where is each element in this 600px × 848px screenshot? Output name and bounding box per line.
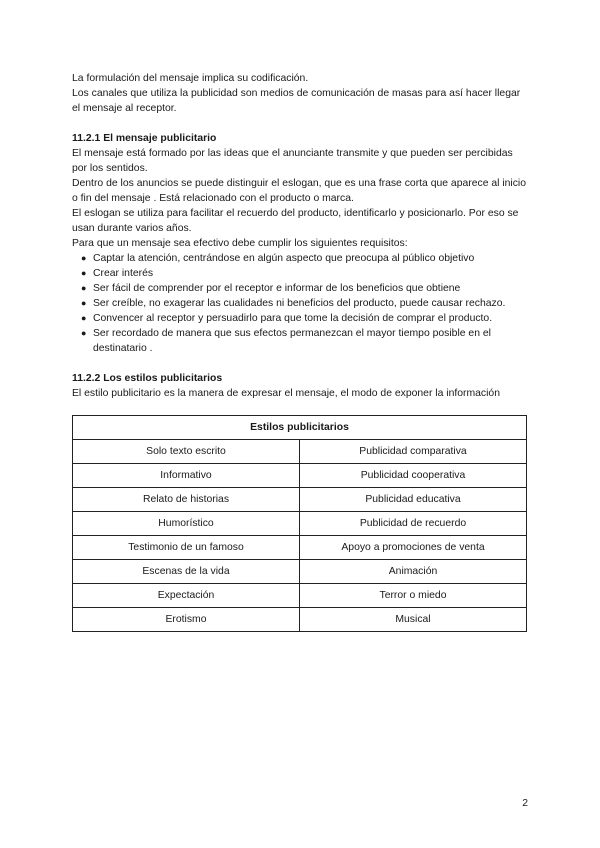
table-cell: Animación (300, 560, 527, 584)
table-cell: Terror o miedo (300, 584, 527, 608)
table-cell: Erotismo (73, 608, 300, 632)
list-item-text: Ser creíble, no exagerar las cualidades ni beneficios del producto, puede causar rechazo. (93, 298, 506, 309)
table-row (73, 488, 527, 512)
table-cell: Publicidad cooperativa (300, 464, 527, 488)
table-row (73, 536, 527, 560)
bullet-icon: ● (81, 313, 87, 323)
section-1-paragraph-3: El eslogan se utiliza para facilitar el recuerdo del producto, identificarlo y posicionarlo. Por eso se usan durante varios años. (72, 208, 519, 234)
table-cell: Testimonio de un famoso (73, 536, 300, 560)
page-number: 2 (522, 798, 528, 809)
table-header-row (73, 416, 527, 440)
section-1-paragraph-2: Dentro de los anuncios se puede distinguir el eslogan, que es una frase corta que aparece al inicio o fin del mensaje . Está relacionado con el producto o marca. (72, 178, 527, 204)
bullet-icon: ● (81, 253, 87, 263)
list-item-text: Captar la atención, centrándose en algún aspecto que preocupa al público objetivo (93, 253, 475, 264)
bullet-icon: ● (81, 298, 87, 308)
table-row (73, 608, 527, 632)
bullet-icon: ● (81, 283, 87, 293)
table-cell: Musical (300, 608, 527, 632)
table-cell: Solo texto escrito (73, 440, 300, 464)
list-item (72, 296, 528, 311)
table-row (73, 560, 527, 584)
styles-table (72, 415, 527, 632)
table-cell: Informativo (73, 464, 300, 488)
list-item-text: Ser fácil de comprender por el receptor e informar de los beneficios que obtiene (93, 283, 461, 294)
table-cell: Apoyo a promociones de venta (300, 536, 527, 560)
table-row (73, 512, 527, 536)
section-heading-estilos: 11.2.2 Los estilos publicitarios (72, 373, 223, 384)
list-item (72, 266, 528, 281)
list-item-text: Crear interés (93, 268, 154, 279)
bullet-icon: ● (81, 328, 87, 338)
table-cell: Publicidad educativa (300, 488, 527, 512)
table-cell: Escenas de la vida (73, 560, 300, 584)
table-header: Estilos publicitarios (73, 416, 527, 440)
list-item (72, 251, 528, 266)
table-row (73, 440, 527, 464)
section-1-paragraph-1: El mensaje está formado por las ideas que el anunciante transmite y que pueden ser percibidas por los sentidos. (72, 148, 513, 174)
list-item (72, 326, 528, 356)
intro-paragraph-1: La formulación del mensaje implica su codificación. (72, 73, 309, 84)
intro-paragraph-2: Los canales que utiliza la publicidad son medios de comunicación de masas para así hacer llegar el mensaje al receptor. (72, 88, 521, 114)
list-item (72, 311, 528, 326)
section-heading-mensaje: 11.2.1 El mensaje publicitario (72, 133, 217, 144)
section-2-paragraph-1: El estilo publicitario es la manera de expresar el mensaje, el modo de exponer la información (72, 388, 500, 399)
requirements-list (72, 251, 528, 356)
table-cell: Relato de historias (73, 488, 300, 512)
list-item (72, 281, 528, 296)
bullet-icon: ● (81, 268, 87, 278)
table-row (73, 584, 527, 608)
list-item-text: Convencer al receptor y persuadirlo para que tome la decisión de comprar el producto. (93, 313, 493, 324)
table-cell: Expectación (73, 584, 300, 608)
table-cell: Humorístico (73, 512, 300, 536)
table-row (73, 464, 527, 488)
document-page (72, 71, 528, 632)
table-cell: Publicidad comparativa (300, 440, 527, 464)
table-cell: Publicidad de recuerdo (300, 512, 527, 536)
section-1-paragraph-4: Para que un mensaje sea efectivo debe cumplir los siguientes requisitos: (72, 238, 408, 249)
list-item-text: Ser recordado de manera que sus efectos permanezcan el mayor tiempo posible en el destinatario . (93, 328, 491, 354)
